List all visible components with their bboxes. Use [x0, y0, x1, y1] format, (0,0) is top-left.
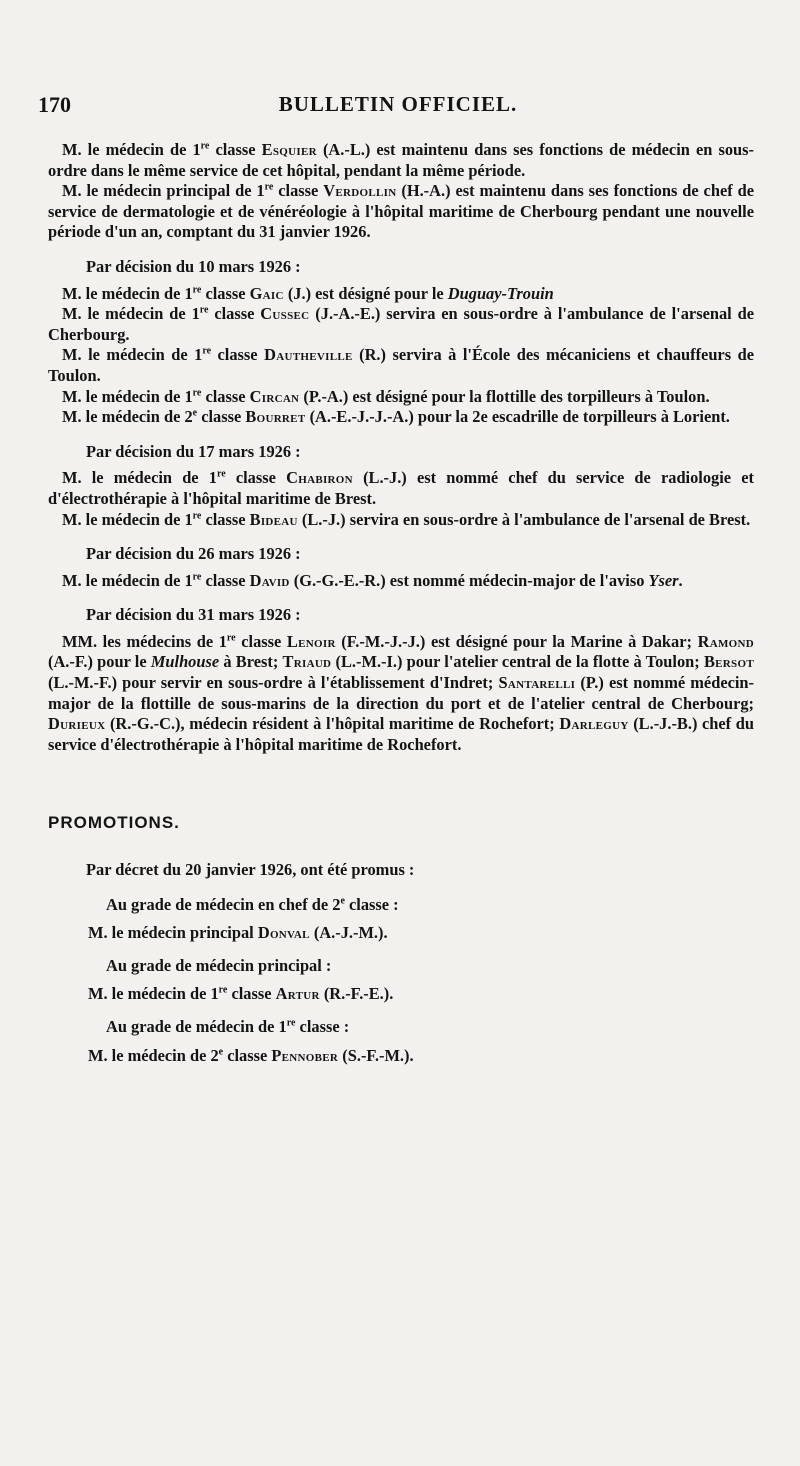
decision-heading-26-mars: Par décision du 26 mars 1926 :	[86, 544, 301, 564]
decision-item: M. le médecin de 1re classe Chabiron (L.-J.) est nommé chef du service de radiologie et d'électrothérapie à l'hôpital maritime de Brest.	[48, 468, 754, 508]
promotions-decree: Par décret du 20 janvier 1926, ont été promus :	[86, 860, 415, 880]
decision-item-multi: MM. les médecins de 1re classe Lenoir (F.-M.-J.-J.) est désigné pour la Marine à Dakar; Ramond (A.-F.) pour le Mulhouse à Brest; Triaud (L.-M.-I.) pour l'atelier central de la flotte à Toulon; Bersot (L.-M.-F.) pour servir en sous-ordre à l'établissement d'Indret; Santarelli (P.) est nommé médecin-major de la flottille de sous-marins de la direction du port et de l'atelier central de Cherbourg; Durieux (R.-G.-C.), médecin résident à l'hôpital maritime de Rochefort; Darleguy (L.-J.-B.) chef du service d'électrothérapie à l'hôpital maritime de Rochefort.	[48, 631, 755, 754]
decision-item: M. le médecin de 1re classe Dautheville (R.) servira à l'École des mécaniciens et chauffeurs de Toulon.	[48, 345, 754, 385]
decision-item: M. le médecin de 1re classe Gaic (J.) est désigné pour le Duguay-Trouin	[62, 283, 554, 303]
decision-item: M. le médecin de 1re classe Circan (P.-A.) est désigné pour la flottille des torpilleurs à Toulon.	[62, 386, 710, 406]
promotion-line: M. le médecin de 1re classe Artur (R.-F.-E.).	[88, 984, 394, 1004]
promotion-line: M. le médecin principal Donval (A.-J.-M.).	[88, 923, 388, 943]
grade-heading: Au grade de médecin principal :	[106, 955, 332, 975]
decision-heading-31-mars: Par décision du 31 mars 1926 :	[86, 605, 301, 625]
person-name: Esquier	[261, 140, 317, 159]
grade-heading: Au grade de médecin de 1re classe :	[106, 1017, 350, 1036]
decision-heading-10-mars: Par décision du 10 mars 1926 :	[86, 256, 301, 276]
running-head	[38, 88, 758, 120]
grade-heading: Au grade de médecin en chef de 2e classe :	[106, 894, 399, 914]
decision-item: M. le médecin de 1re classe David (G.-G.-E.-R.) est nommé médecin-major de l'aviso Yser.	[62, 570, 683, 590]
journal-title: BULLETIN OFFICIEL.	[278, 92, 518, 116]
paragraph-verdollin: M. le médecin principal de 1re classe Verdollin (H.-A.) est maintenu dans ses fonctions de chef de service de dermatologie et de vénéréologie à l'hôpital maritime de Cherbourg pendant une nouvelle période d'un an, comptant du 31 janvier 1926.	[48, 181, 754, 242]
decision-item: M. le médecin de 1re classe Bideau (L.-J.) servira en sous-ordre à l'ambulance de l'arsenal de Brest.	[62, 509, 751, 529]
decision-heading-17-mars: Par décision du 17 mars 1926 :	[86, 441, 301, 461]
promotion-line: M. le médecin de 2e classe Pennober (S.-F.-M.).	[88, 1045, 414, 1065]
decision-item: M. le médecin de 1re classe Cussec (J.-A.-E.) servira en sous-ordre à l'ambulance de l'arsenal de Cherbourg.	[48, 304, 754, 344]
section-title-promotions: PROMOTIONS.	[48, 813, 180, 833]
person-name: Verdollin	[323, 181, 397, 201]
page-number: 170	[38, 92, 71, 117]
paragraph-esquier: M. le médecin de 1re classe Esquier (A.-L.) est maintenu dans ses fonctions de médecin en sous-ordre dans le même service de cet hôpital, pendant la même période.	[48, 140, 754, 180]
body-text	[48, 140, 754, 1074]
decision-item: M. le médecin de 2e classe Bourret (A.-E.-J.-J.-A.) pour la 2e escadrille de torpilleurs à Lorient.	[62, 407, 730, 427]
